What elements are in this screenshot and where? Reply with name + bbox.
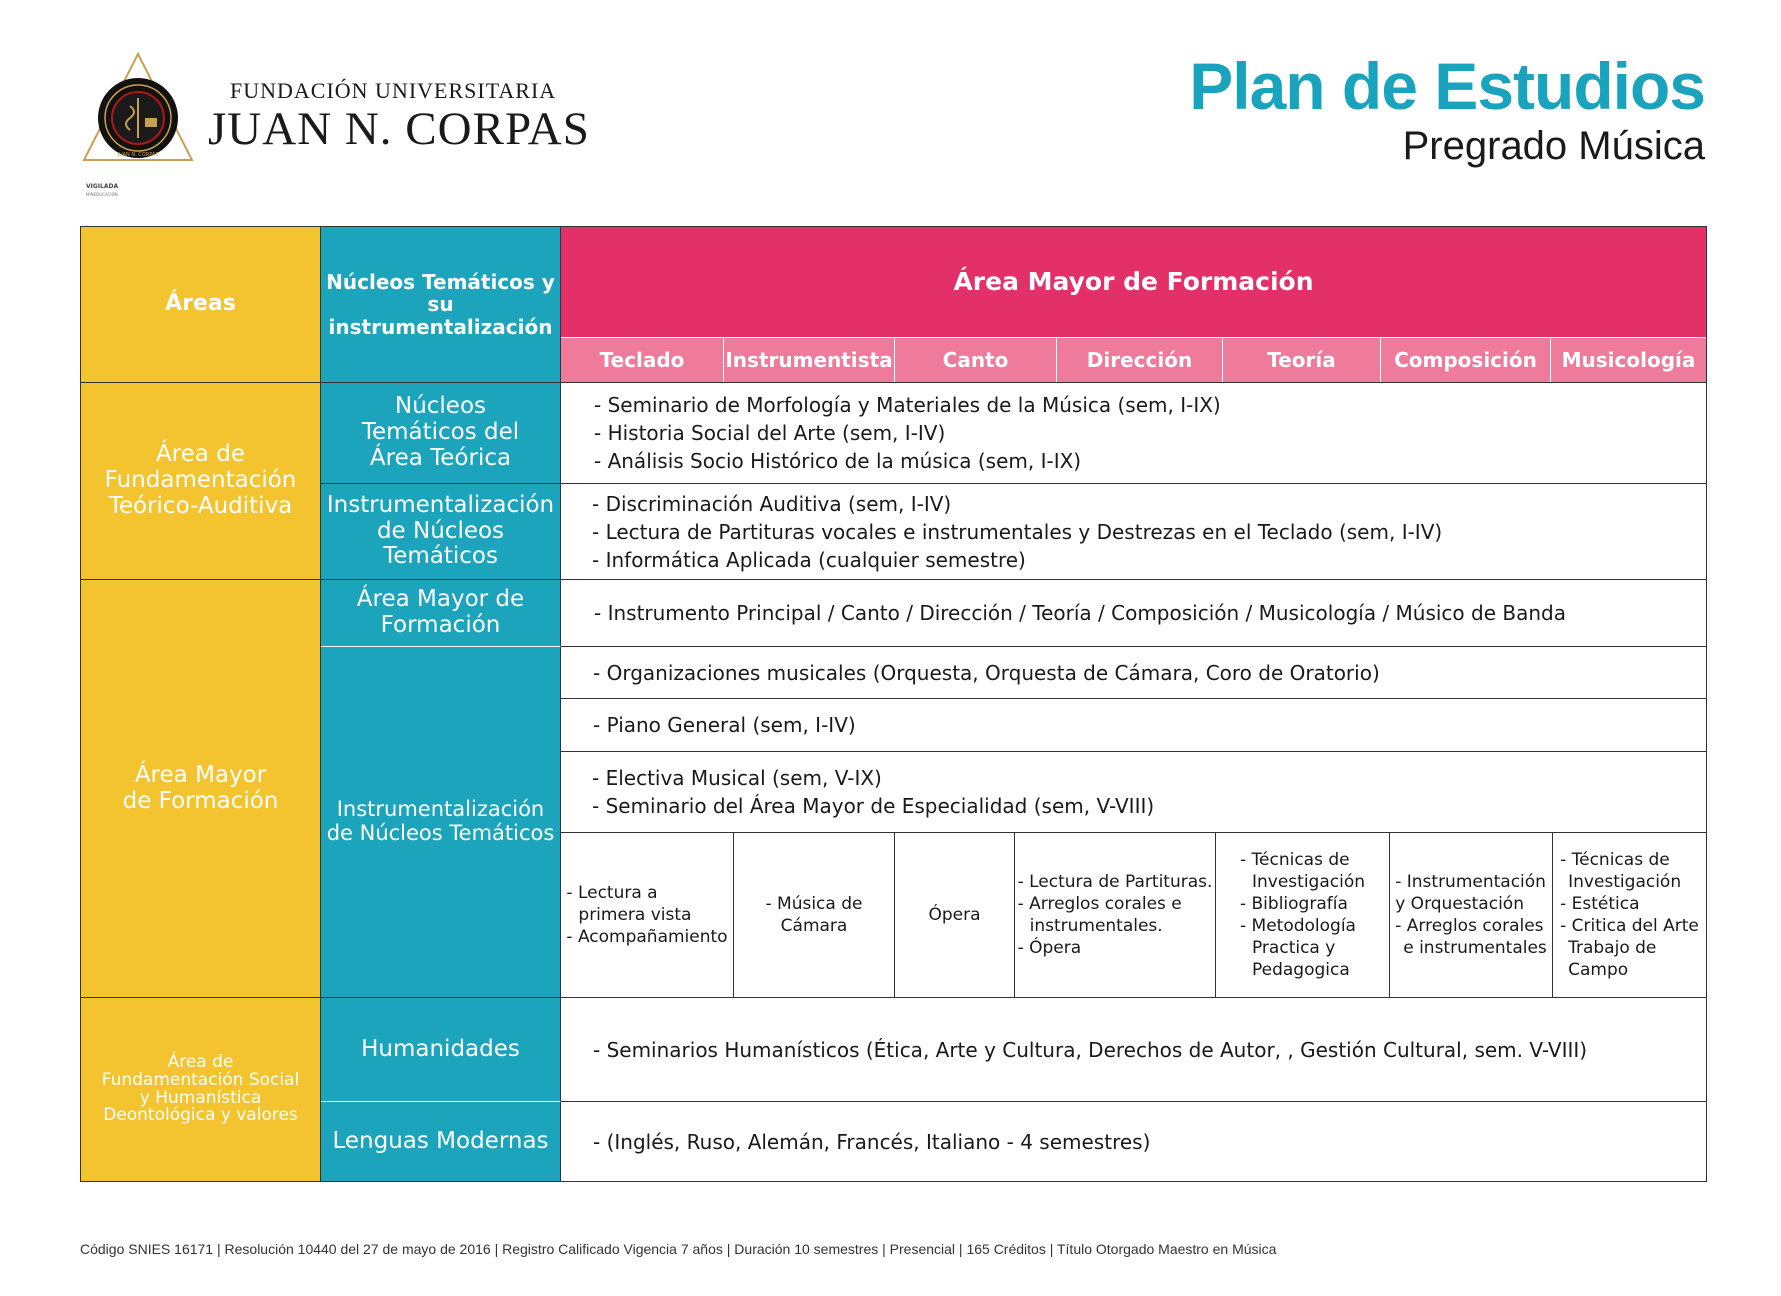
vigilada-label: VIGILADA [86, 183, 119, 190]
specialty-musicologia [1552, 832, 1706, 997]
nucleo-lenguas-modernas: Lenguas Modernas [321, 1101, 561, 1181]
list-item: - Lectura de Partituras vocales e instrumentales y Destrezas en el Teclado (sem, I-IV) [592, 519, 1443, 544]
svg-text:JUAN N. CORPAS: JUAN N. CORPAS [117, 152, 159, 158]
page-title: Plan de Estudios [1189, 49, 1705, 123]
vigilada-sublabel: MINEDUCACIÓN [86, 192, 118, 197]
specialty-instrumentista [733, 832, 894, 997]
specialty-direccion [1014, 832, 1215, 997]
list-item: primera vista [578, 905, 692, 925]
list-item: - Historia Social del Arte (sem, I-IV) [594, 421, 946, 445]
list-item: - Lectura de Partituras. [1017, 872, 1213, 892]
list-item: - Critica del Arte [1560, 916, 1699, 936]
list-item: y Orquestación [1395, 894, 1524, 914]
list-item: - Análisis Socio Histórico de la música (sem, I-IX) [594, 449, 1082, 473]
list-item: - Técnicas de [1239, 850, 1350, 870]
list-item: - Organizaciones musicales (Orquesta, Orquesta de Cámara, Coro de Oratorio) [593, 660, 1380, 685]
list-item: Campo [1568, 960, 1629, 980]
list-item: - Música de [765, 894, 863, 914]
list-item: - Técnicas de [1560, 850, 1670, 870]
header-nucleos: Núcleos Temáticos y su instrumentalización [321, 227, 561, 382]
instrumentalizacion-1-content [561, 483, 1706, 579]
header-teoria: Teoría [1222, 337, 1380, 382]
header-teclado: Teclado [561, 337, 723, 382]
institution-name-line1: FUNDACIÓN UNIVERSITARIA [230, 78, 557, 103]
list-item: - Electiva Musical (sem, V-IX) [592, 766, 882, 790]
list-item: Investigación [1568, 872, 1682, 892]
list-item: - Seminario de Morfología y Materiales de la Música (sem, I-IX) [594, 393, 1221, 417]
list-item: Trabajo de [1568, 938, 1657, 958]
header-composicion: Composición [1380, 337, 1550, 382]
list-item: Investigación [1251, 872, 1365, 892]
list-item: - Instrumento Principal / Canto / Dirección / Teoría / Composición / Musicología / Músico de Banda [594, 601, 1566, 625]
header-musicologia: Musicología [1550, 337, 1706, 382]
humanidades-content [561, 997, 1706, 1101]
nucleo-instrumentalizacion-1: Instrumentalización de Núcleos Temáticos [321, 483, 561, 579]
list-item: - Lectura a [566, 883, 658, 903]
piano-content [561, 698, 1706, 751]
list-item: - Instrumentación [1395, 872, 1546, 892]
nucleo-area-mayor: Área Mayor de Formación [321, 579, 561, 646]
list-item: - Acompañamiento [566, 927, 728, 947]
footer-info: Código SNIES 16171 | Resolución 10440 del 27 de mayo de 2016 | Registro Calificado Vigencia 7 años | Duración 10 semestres | Presencial | 165 Créditos | Título Otorgado Maestro en Música [80, 1241, 1277, 1257]
list-item: - Metodología [1239, 916, 1356, 936]
nucleo-area-teorica: Núcleos Temáticos del Área Teórica [321, 382, 561, 483]
header-direccion: Dirección [1056, 337, 1222, 382]
list-item: - (Inglés, Ruso, Alemán, Francés, Italiano - 4 semestres) [593, 1129, 1151, 1154]
specialty-teoria [1215, 832, 1389, 997]
area-teorico-auditiva: Área de Fundamentación Teórico-Auditiva [81, 382, 321, 579]
specialty-canto [894, 832, 1014, 997]
institution-name-line2: JUAN N. CORPAS [208, 103, 590, 155]
list-item: e instrumentales [1403, 938, 1547, 958]
list-item: Practica y [1251, 938, 1336, 958]
list-item: - Seminario del Área Mayor de Especialidad (sem, V-VIII) [592, 794, 1155, 818]
area-mayor-formacion: Área Mayor de Formación [81, 579, 321, 997]
list-item: instrumentales. [1029, 916, 1163, 936]
header-areas: Áreas [81, 227, 321, 382]
header-instrumentista: Instrumentista [723, 337, 894, 382]
electiva-content [561, 751, 1706, 832]
list-item: - Ópera [1017, 938, 1082, 958]
university-logo [82, 52, 194, 164]
list-item: - Informática Aplicada (cualquier semestre) [592, 547, 1026, 572]
nucleo-instrumentalizacion-2: Instrumentalización de Núcleos Temáticos [321, 646, 561, 997]
organizaciones-content [561, 646, 1706, 698]
list-item: - Estética [1560, 894, 1640, 914]
header-area-mayor: Área Mayor de Formación [561, 227, 1706, 337]
specialty-composicion [1389, 832, 1552, 997]
list-item: - Piano General (sem, I-IV) [593, 713, 856, 737]
list-item: - Arreglos corales [1395, 916, 1544, 936]
area-mayor-content [561, 579, 1706, 646]
list-item: Cámara [780, 916, 848, 936]
list-item: Ópera [928, 905, 981, 925]
specialty-teclado [561, 832, 733, 997]
list-item: - Bibliografía [1239, 894, 1348, 914]
list-item: Pedagogica [1251, 960, 1350, 980]
header-canto: Canto [894, 337, 1056, 382]
list-item: - Discriminación Auditiva (sem, I-IV) [592, 491, 952, 516]
area-teorica-content [561, 382, 1706, 483]
page-subtitle: Pregrado Música [1402, 124, 1705, 168]
lenguas-content [561, 1101, 1706, 1181]
list-item: - Arreglos corales e [1017, 894, 1182, 914]
list-item: - Seminarios Humanísticos (Ética, Arte y Cultura, Derechos de Autor, , Gestión Cultural, sem. V-VIII) [593, 1037, 1588, 1062]
area-social-humanistica: Área de Fundamentación Social y Humanística Deontológica y valores [81, 997, 321, 1181]
nucleo-humanidades: Humanidades [321, 997, 561, 1101]
curriculum-table [80, 226, 1707, 1182]
